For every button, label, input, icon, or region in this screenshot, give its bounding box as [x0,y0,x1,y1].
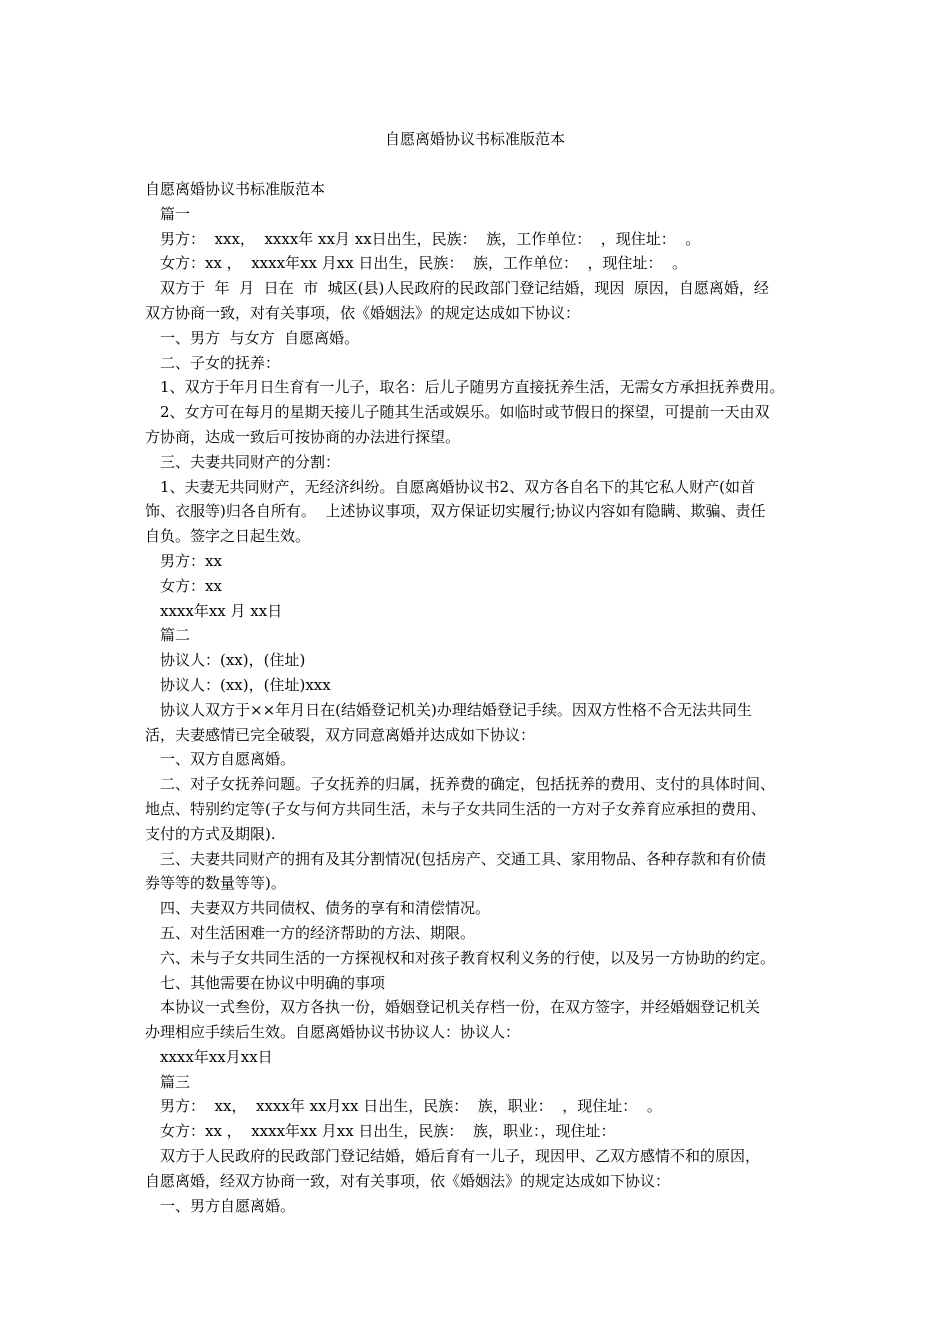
document-line: 男方： xx， xxxx年 xx月xx 日出生，民族： 族，职业： ，现住址： 。 [160,1097,662,1116]
document-title: 自愿离婚协议书标准版范本 [384,130,565,148]
document-line: 地点、特别约定等(子女与何方共同生活，未与子女共同生活的一方对子女养育应承担的费用、 [145,799,766,818]
document-line: 方协商，达成一致后可按协商的办法进行探望。 [145,427,461,446]
document-line: 活，夫妻感情已完全破裂，双方同意离婚并达成如下协议： [145,725,536,744]
document-line: 篇三 [160,1072,191,1091]
document-line: 1、双方于年月日生育有一儿子，取名：后儿子随男方直接抚养生活，无需女方承担抚养费用。 [160,378,785,397]
document-line: xxxx年xx 月 xx日 [160,601,283,620]
document-line: 协议人：(xx)，(住址) [160,651,306,670]
document-line: 女方：xx [160,576,222,595]
document-line: 篇二 [160,626,191,645]
document-line: 支付的方式及期限). [145,824,276,843]
document-line: 双方协商一致，对有关事项，依《婚姻法》的规定达成如下协议： [145,303,581,322]
document-line: 本协议一式叁份，双方各执一份，婚姻登记机关存档一份，在双方签字，并经婚姻登记机关 [160,998,761,1017]
document-line: 六、未与子女共同生活的一方探视权和对孩子教育权利义务的行使，以及另一方协助的约定。 [160,948,776,967]
document-line: 三、夫妻共同财产的分割： [160,452,341,471]
document-line: 女方：xx ， xxxx年xx 月xx 日出生，民族： 族，职业：，现住址： [160,1122,616,1141]
document-line: 一、男方自愿离婚。 [160,1196,296,1215]
document-line: 三、夫妻共同财产的拥有及其分割情况(包括房产、交通工具、家用物品、各种存款和有价债 [160,849,766,868]
document-line: 协议人：(xx)，(住址)xxx [160,675,331,694]
document-line: 四、夫妻双方共同债权、债务的享有和清偿情况。 [160,899,491,918]
document-line: 券等等的数量等等)。 [145,874,286,893]
document-line: 一、男方 与女方 自愿离婚。 [160,328,360,347]
document-line: 二、对子女抚养问题。子女抚养的归属，抚养费的确定，包括抚养的费用、支付的具体时间、 [160,775,776,794]
document-line: 1、夫妻无共同财产，无经济纠纷。自愿离婚协议书2、双方各自名下的其它私人财产(如首 [160,477,755,496]
document-line: 双方于人民政府的民政部门登记结婚，婚后育有一儿子，现因甲、乙双方感情不和的原因， [160,1147,761,1166]
document-line: xxxx年xx月xx日 [160,1047,273,1066]
document-line: 饰、衣服等)归各自所有。 上述协议事项，双方保证切实履行;协议内容如有隐瞒、欺骗、责任 [145,502,766,521]
document-line: 五、对生活困难一方的经济帮助的方法、期限。 [160,923,476,942]
document-line: 二、子女的抚养： [160,353,281,372]
document-line: 篇一 [160,204,191,223]
document-line: 办理相应手续后生效。自愿离婚协议书协议人：协议人： [145,1023,521,1042]
document-line: 男方：xx [160,551,222,570]
document-line: 自愿离婚，经双方协商一致，对有关事项，依《婚姻法》的规定达成如下协议： [145,1171,671,1190]
document-line: 双方于 年 月 日在 市 城区(县)人民政府的民政部门登记结婚，现因 原因，自愿离婚，经 [160,279,769,298]
document-line: 一、双方自愿离婚。 [160,750,296,769]
document-line: 2、女方可在每月的星期天接儿子随其生活或娱乐。如临时或节假日的探望，可提前一天由双 [160,403,770,422]
document-line: 自愿离婚协议书标准版范本 [145,180,326,198]
document-line: 自负。签字之日起生效。 [145,527,311,546]
document-line: 男方： xxx， xxxx年 xx月 xx日出生，民族： 族，工作单位： ，现住址： 。 [160,229,701,248]
document-body [145,177,815,1218]
document-line: 七、其他需要在协议中明确的事项 [160,973,386,992]
document-line: 女方：xx ， xxxx年xx 月xx 日出生，民族： 族，工作单位： ，现住址： 。 [160,254,688,273]
document-line: 协议人双方于××年月日在(结婚登记机关)办理结婚登记手续。因双方性格不合无法共同生 [160,700,752,719]
